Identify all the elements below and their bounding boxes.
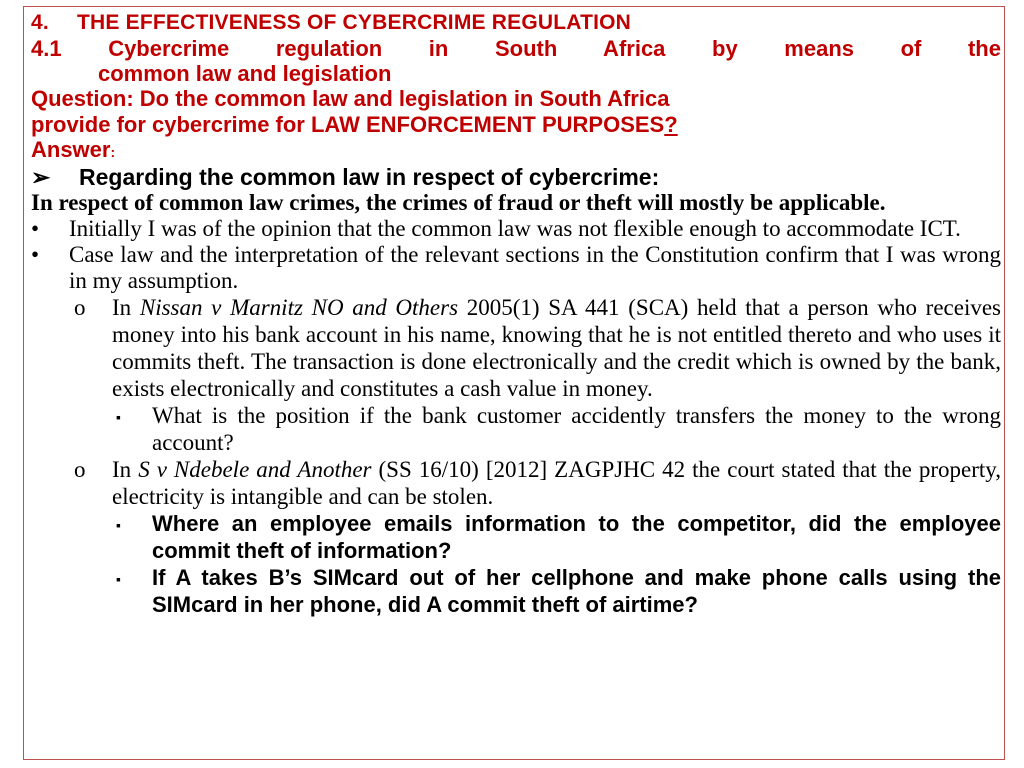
square-item-text: Where an employee emails information to the competitor, did the employee commit theft of information?: [152, 511, 1001, 563]
square-item: [31, 510, 1001, 564]
case-text: [112, 294, 1001, 402]
slide-content: [31, 10, 1001, 618]
square-bullet-icon: ▪: [116, 409, 121, 425]
section-number: 4.: [31, 11, 49, 34]
answer-label: [31, 138, 1001, 164]
bullet-text: Case law and the interpretation of the relevant sections in the Constitution confirm that I was wrong in my assumption.: [69, 242, 1001, 293]
section-title: THE EFFECTIVENESS OF CYBERCRIME REGULATION: [77, 11, 632, 34]
square-item-text: What is the position if the bank customer accidently transfers the money to the wrong account?: [152, 403, 1001, 455]
square-item-text: If A takes B’s SIMcard out of her cellphone and make phone calls using the SIMcard in her phone, did A commit theft of airtime?: [152, 565, 1001, 617]
bullet-item: [31, 242, 1001, 294]
arrow-point-text: Regarding the common law in respect of cybercrime:: [79, 164, 660, 190]
case-prefix: In: [112, 295, 140, 320]
case-item-ndebele: [31, 456, 1001, 510]
question-mark: ?: [664, 112, 678, 137]
case-prefix: In: [112, 457, 139, 482]
case-body: 2005(1) SA 441 (SCA) held that a person who receives money into his bank account in his name, knowing that he is not entitled thereto and who uses it commits theft. The transaction is done electronically and the credit which is owned by the bank, exists electronically and constitutes a cash value in money.: [112, 295, 1001, 401]
square-bullet-icon: ▪: [116, 571, 121, 587]
circle-bullet-icon: o: [74, 457, 86, 482]
circle-bullet-icon: o: [74, 295, 86, 320]
answer-text: Answer: [31, 137, 111, 162]
case-text: [112, 456, 1001, 510]
bullet-text: Initially I was of the opinion that the common law was not flexible enough to accommodate ICT.: [69, 216, 961, 241]
square-item: [31, 564, 1001, 618]
square-bullet-icon: ▪: [116, 517, 121, 533]
bullet-icon: •: [31, 216, 40, 241]
case-body: (SS 16/10) [2012] ZAGPJHC 42 the court stated that the property, electricity is intangible and can be stolen.: [112, 457, 1001, 509]
section-heading: [31, 10, 1001, 36]
bullet-item: [31, 216, 1001, 242]
subheading-line-2: common law and legislation: [98, 61, 392, 86]
question-line-1: Question: Do the common law and legislation in South Africa: [31, 86, 670, 111]
case-item-nissan: [31, 294, 1001, 402]
square-item: [31, 402, 1001, 456]
case-name: Nissan v Marnitz NO and Others: [139, 295, 459, 320]
subheading-line-1: 4.1 Cybercrime regulation in South Africa by means of the: [31, 36, 1001, 61]
question-line-2-text: provide for cybercrime for LAW ENFORCEMENT PURPOSES: [31, 112, 665, 137]
case-name: S v Ndebele and Another: [138, 457, 372, 482]
answer-colon: :: [110, 144, 116, 160]
arrow-point: [31, 164, 1001, 190]
intro-paragraph: In respect of common law crimes, the crimes of fraud or theft will mostly be applicable.: [31, 190, 886, 215]
question-line-2: [31, 112, 1001, 138]
arrow-bullet-icon: ➢: [31, 164, 51, 190]
bullet-icon: •: [31, 242, 40, 267]
